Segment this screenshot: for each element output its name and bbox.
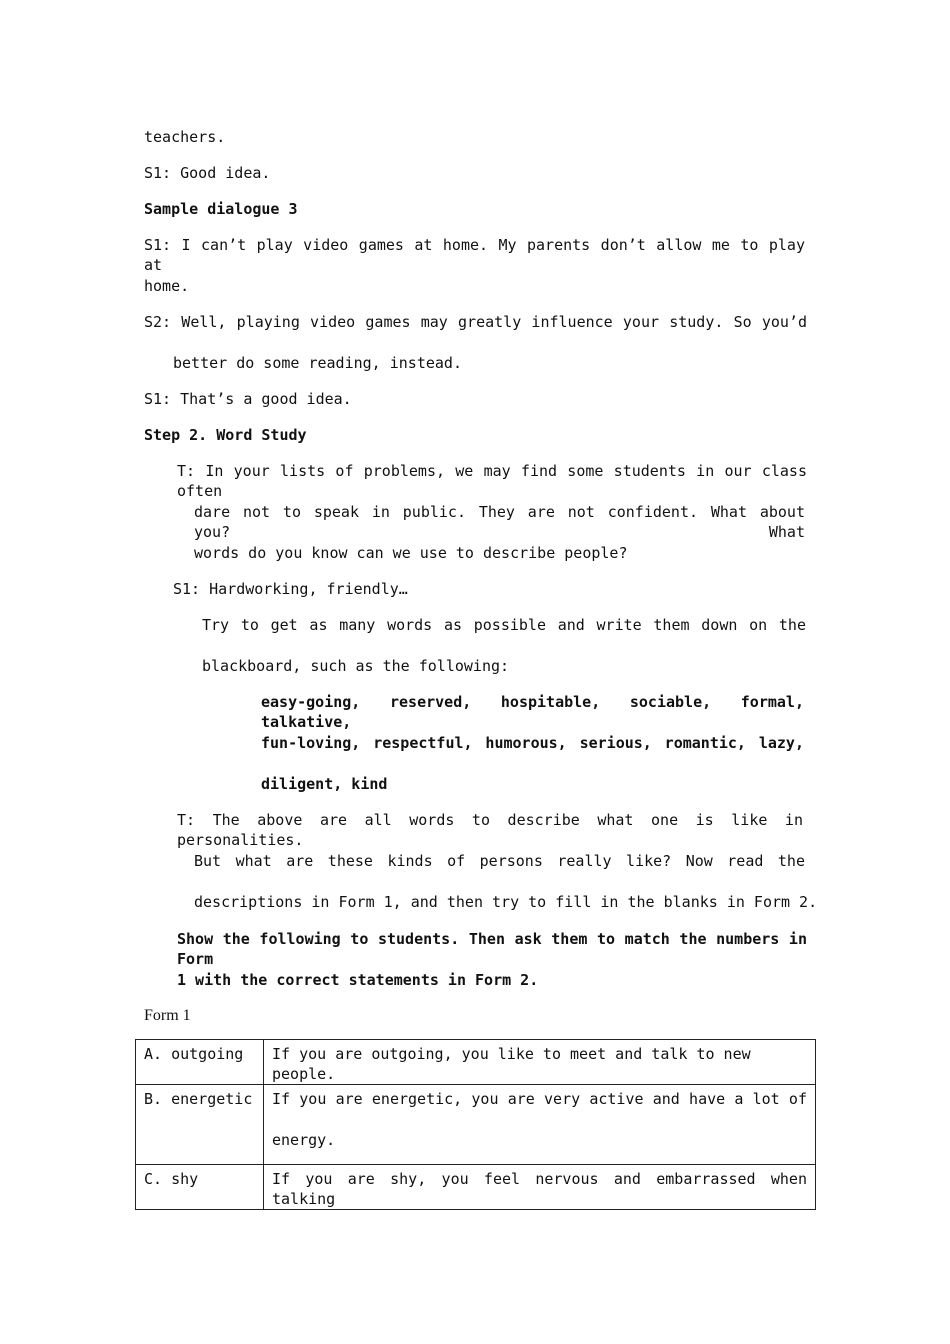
text-line: S1: That’s a good idea.: [144, 390, 352, 408]
form-label: Form 1: [144, 1007, 191, 1024]
table-row: [136, 1085, 816, 1165]
text-line: S1: Good idea.: [144, 164, 271, 182]
table-row: [136, 1040, 816, 1085]
form1-table: [135, 1039, 816, 1210]
term-cell: C. shy: [136, 1165, 264, 1210]
word-list-line: fun-loving, respectful, humorous, serious, romantic, lazy,: [261, 734, 804, 752]
instruction-line: 1 with the correct statements in Form 2.: [177, 971, 539, 989]
text-line: teachers.: [144, 128, 226, 146]
definition-cell: [264, 1085, 816, 1165]
term-cell: B. energetic: [136, 1085, 264, 1165]
table-row: [136, 1165, 816, 1210]
instruction-line: Show the following to students. Then ask them to match the numbers in Form: [177, 930, 807, 968]
text-line: S2: Well, playing video games may greatly influence your study. So you’d: [144, 313, 807, 331]
text-line: dare not to speak in public. They are not confident. What about you? What: [194, 503, 805, 541]
text-line: better do some reading, instead.: [173, 354, 462, 372]
text-line: descriptions in Form 1, and then try to fill in the blanks in Form 2.: [194, 893, 818, 911]
text-line: words do you know can we use to describe people?: [194, 544, 628, 562]
text-line: Try to get as many words as possible and write them down on the: [202, 616, 806, 634]
definition-cell: [264, 1040, 816, 1085]
text-line: home.: [144, 277, 190, 295]
definition-text: If you are shy, you feel nervous and embarrassed when talking: [272, 1170, 807, 1208]
definition-text: If you are energetic, you are very active and have a lot of: [272, 1090, 807, 1108]
text-line: blackboard, such as the following:: [202, 657, 510, 675]
definition-cell: [264, 1165, 816, 1210]
text-line: S1: Hardworking, friendly…: [173, 580, 408, 598]
definition-text-cont: energy.: [272, 1131, 336, 1149]
section-heading: Step 2. Word Study: [144, 426, 307, 444]
section-heading: Sample dialogue 3: [144, 200, 298, 218]
text-line: S1: I can’t play video games at home. My parents don’t allow me to play at: [144, 236, 805, 274]
text-line: T: In your lists of problems, we may find some students in our class often: [177, 462, 807, 500]
text-line: But what are these kinds of persons really like? Now read the: [194, 852, 805, 870]
word-list-line: easy-going, reserved, hospitable, sociable, formal, talkative,: [261, 693, 804, 731]
definition-text: If you are outgoing, you like to meet and talk to new people.: [272, 1045, 751, 1083]
word-list-line: diligent, kind: [261, 775, 388, 793]
text-line: T: The above are all words to describe what one is like in personalities.: [177, 811, 803, 849]
term-cell: A. outgoing: [136, 1040, 264, 1085]
